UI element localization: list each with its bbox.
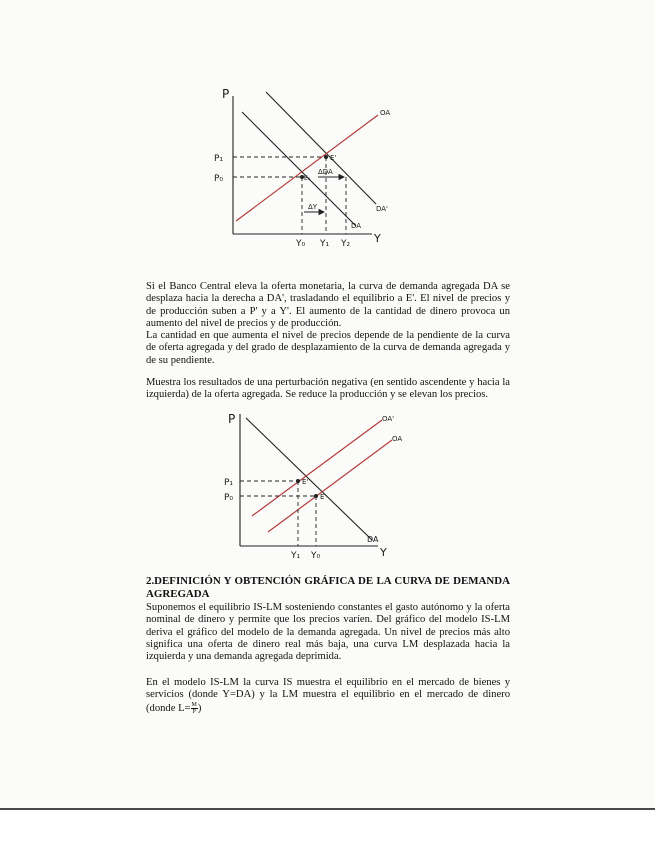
graph2-e0-point bbox=[314, 494, 318, 498]
graph2-e1-label: E' bbox=[302, 478, 309, 486]
paragraph-islm-equilibrium: Suponemos el equilibrio IS-LM sosteniendo constantes el gasto autónomo y la oferta nominal de dinero y permite que los precios varíen. Del gráfico del modelo IS-LM deriva el gráfico del modelo de la demanda agregada. Un nivel de precios más alto significa una oferta de dinero real más baja, una curva LM desplazada hacia la izquierda y una demanda agregada deprimida. bbox=[146, 602, 510, 663]
graph2-y-axis-label: Y bbox=[380, 546, 387, 559]
paragraph-supply-shock: Muestra los resultados de una perturbación negativa (en sentido ascendente y hacia la izquierda) de la oferta agregada. Se reduce la producción y se elevan los precios. bbox=[146, 377, 510, 401]
graph2-y0-label: Y₀ bbox=[311, 551, 321, 561]
graph1-y-axis-label: Y bbox=[374, 232, 381, 245]
graph1-e1-label: E' bbox=[330, 154, 337, 162]
graph1-p0-label: P₀ bbox=[214, 174, 224, 184]
graph1-dda-label: ΔDA bbox=[318, 168, 333, 176]
graph2-y1-label: Y₁ bbox=[291, 551, 301, 561]
graph2-p1-label: P₁ bbox=[224, 478, 234, 488]
graph2-e1-point bbox=[296, 479, 300, 483]
page-bottom-margin bbox=[0, 810, 655, 848]
graph1-p-axis-label: P bbox=[222, 87, 230, 101]
graph1-e0-label: E₀ bbox=[304, 175, 311, 182]
graph2-e0-label: E bbox=[320, 493, 325, 501]
graph1-p1-label: P₁ bbox=[214, 154, 224, 164]
graph2-oa-curve bbox=[268, 440, 392, 532]
graph2-oa-label: OA bbox=[392, 435, 403, 443]
paragraph-islm-model-close: ) bbox=[197, 702, 202, 714]
section-heading: 2.DEFINICIÓN Y OBTENCIÓN GRÁFICA DE LA CURVA DE DEMANDA AGREGADA bbox=[146, 575, 510, 600]
graph1-y0-label: Y₀ bbox=[296, 239, 306, 249]
graph1-y2-label: Y₂ bbox=[341, 239, 351, 249]
text-block-4 bbox=[146, 677, 510, 715]
graph2-da-curve bbox=[246, 418, 372, 540]
graph2-p0-label: P₀ bbox=[224, 493, 234, 503]
graph2-oa2-curve bbox=[252, 420, 382, 516]
fraction-numerator: M bbox=[191, 701, 197, 708]
graph2-da-label: DA bbox=[367, 535, 379, 544]
graph1-oa-label: OA bbox=[380, 109, 391, 117]
graph2-oa2-label: OA' bbox=[382, 415, 395, 423]
money-fraction bbox=[191, 702, 198, 715]
fraction-denominator: P bbox=[192, 708, 196, 715]
paragraph-demand-shift: Si el Banco Central eleva la oferta monetaria, la curva de demanda agregada DA se desplaza hacia la derecha a DA', trasladando el equilibrio a E'. El nivel de precios y de producción suben a P' y a Y'. El aumento de la cantidad de dinero provoca un aumento del nivel de precios y de producción. bbox=[146, 281, 510, 329]
paragraph-price-level: La cantidad en que aumenta el nivel de precios depende de la pendiente de la curva de oferta agregada y del grado de desplazamiento de la curva de demanda agregada y de su pendiente. bbox=[146, 330, 510, 366]
paragraph-islm-model bbox=[146, 677, 510, 715]
graph1-y1-label: Y₁ bbox=[320, 239, 330, 249]
graph1-da-label: DA bbox=[351, 222, 362, 230]
graph1-dy-label: ΔY bbox=[308, 203, 318, 211]
graph2-p-axis-label: P bbox=[228, 412, 236, 426]
graph1-da2-label: DA' bbox=[376, 205, 388, 213]
text-block-3 bbox=[146, 602, 510, 663]
paragraph-islm-model-text: En el modelo IS-LM la curva IS muestra el equilibrio en el mercado de bienes y servicios (donde Y=DA) y la LM muestra el equilibrio en el mercado de dinero (donde L= bbox=[146, 677, 510, 714]
